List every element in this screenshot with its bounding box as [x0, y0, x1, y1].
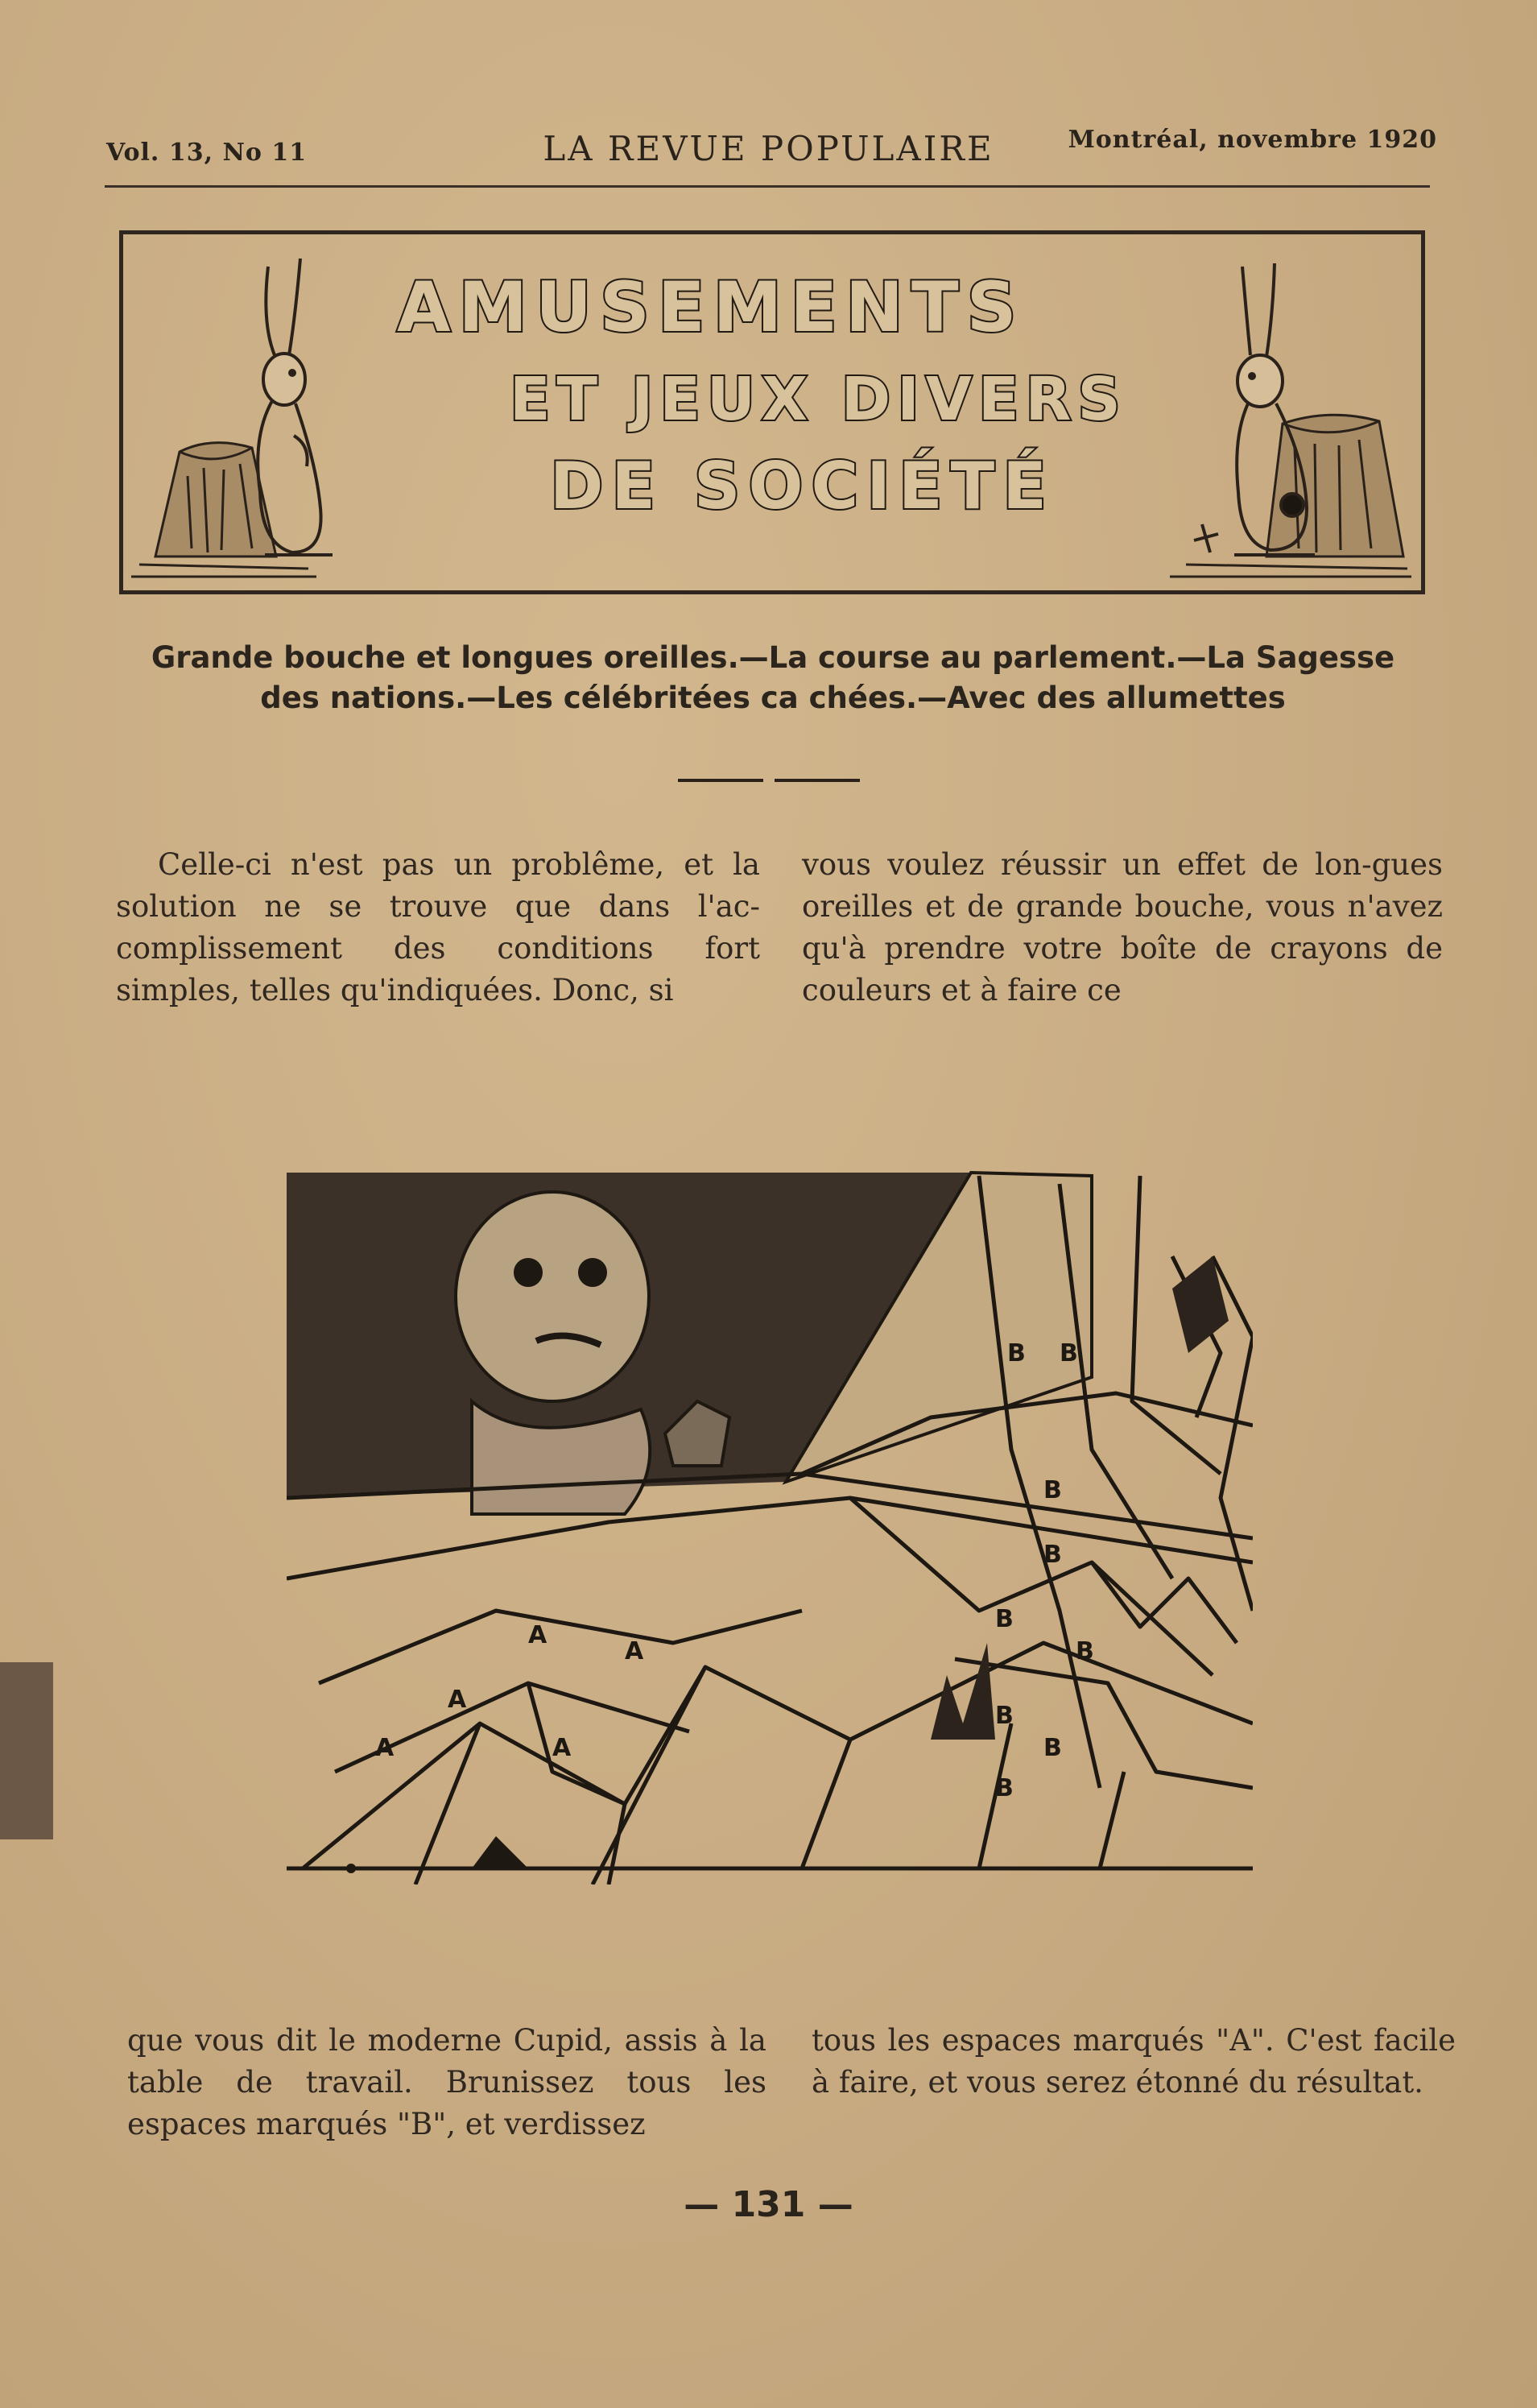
label-b-9: B — [995, 1774, 1014, 1802]
banner-line-2: ET JEUX DIVERS — [510, 365, 1127, 434]
left-rabbit-icon — [258, 259, 333, 555]
label-b-2: B — [1060, 1339, 1078, 1367]
label-b-8: B — [1043, 1734, 1062, 1762]
subtitle-line-2: des nations.—Les célébritées ca chées.—Avec des allumettes — [260, 681, 1286, 715]
label-b-4: B — [1043, 1541, 1062, 1569]
label-b-5: B — [995, 1605, 1014, 1633]
section-banner — [119, 230, 1425, 594]
banner-line-3: DE SOCIÉTÉ — [550, 449, 1055, 523]
label-b-6: B — [1076, 1637, 1094, 1665]
publication-title: LA REVUE POPULAIRE — [543, 129, 994, 168]
body-column-2: vous voulez réussir un effet de lon-gues oreilles et de grande bouche, vous n'avez qu'à prendre votre boîte de crayons de couleurs et à faire ce — [802, 847, 1443, 1007]
binding-mark — [0, 1662, 53, 1839]
body-column-1: Celle-ci n'est pas un problême, et la solution ne se trouve que dans l'ac-complissement des conditions fort simples, telles qu'indiquées. Donc, si — [116, 847, 760, 1007]
left-stump-icon — [131, 443, 316, 577]
banner-line-1: AMUSEMENTS — [397, 267, 1025, 348]
label-a-5: A — [552, 1734, 572, 1762]
label-a-4: A — [625, 1637, 644, 1665]
body-column-4: tous les espaces marqués "A". C'est facile à faire, et vous serez étonné du résultat. — [812, 2023, 1456, 2100]
page-number: — 131 — — [684, 2184, 853, 2225]
body-column-3: que vous dit le moderne Cupid, assis à la table de travail. Brunissez tous les espaces marqués "B", et verdissez — [127, 2023, 766, 2141]
header-rule — [105, 185, 1430, 188]
article-subtitle — [113, 638, 1433, 718]
label-a-1: A — [528, 1621, 547, 1649]
place-date: Montréal, novembre 1920 — [1068, 126, 1437, 154]
label-a-2: A — [448, 1686, 467, 1714]
ornament-divider — [678, 778, 860, 783]
label-b-7: B — [995, 1702, 1014, 1730]
puzzle-illustration — [287, 1160, 1253, 1885]
label-b-3: B — [1043, 1476, 1062, 1504]
subtitle-line-1: Grande bouche et longues oreilles.—La course au parlement.—La Sagesse — [151, 640, 1395, 675]
volume-number: Vol. 13, No 11 — [106, 139, 308, 167]
label-b-1: B — [1007, 1339, 1026, 1367]
label-a-3: A — [375, 1734, 395, 1762]
right-rabbit-icon — [1194, 263, 1315, 555]
